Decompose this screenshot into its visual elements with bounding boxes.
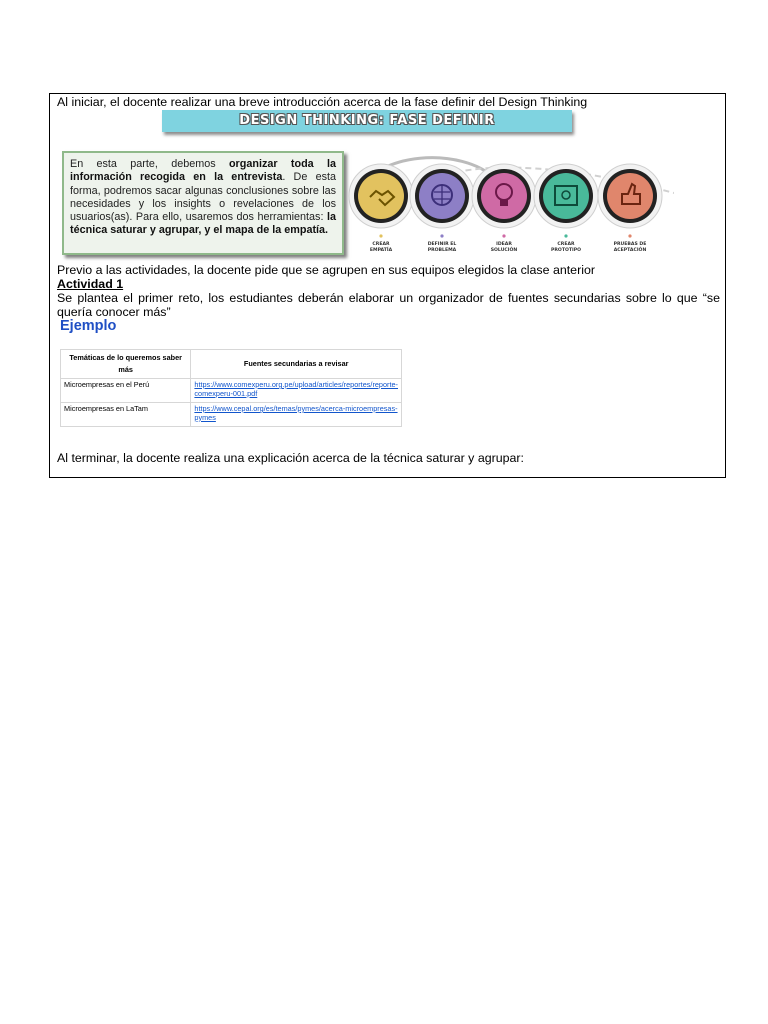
note-bold-1: organizar toda la información recogida en la entrevista [70,158,336,184]
table-cell-link[interactable]: https://www.cepal.org/es/temas/pymes/acerca-microempresas-pymes [191,403,402,427]
step-label-line1: PRUEBAS DE [613,242,647,247]
step-label-line2: PROBLEMA [427,248,457,253]
step-label-line1: IDEAR [496,242,512,247]
previous-instructions-text: Previo a las actividades, la docente pide que se agrupen en sus equipos elegidos la clase anterior [57,263,595,277]
note-part-2: . De esta forma, podremos sacar algunas conclusiones sobre las necesidades y los insights o revelaciones de los usuarios(as). Para ello, usaremos dos herramientas: [70,171,336,224]
step-label-line2: EMPATÍA [369,248,393,253]
challenge-text: Se plantea el primer reto, los estudiantes deberán elaborar un organizador de fuentes secundarias sobre lo que “se quería conocer más” [57,291,720,319]
table-header: Temáticas de lo queremos saber más [61,350,191,379]
step-dot [628,234,631,237]
final-text: Al terminar, la docente realiza una explicación acerca de la técnica saturar y agrupar: [57,451,524,465]
step-label-line2: SOLUCIÓN [490,248,518,253]
table-header: Fuentes secundarias a revisar [191,350,402,379]
step-label-line2: PROTOTIPO [551,248,581,253]
content-frame [49,93,726,478]
step-dot [502,234,505,237]
example-title: Ejemplo [60,318,117,334]
step-label-line2: ACEPTACIÓN [613,248,647,253]
step-disc [543,173,589,219]
step-disc [481,173,527,219]
step-label-line1: CREAR [372,242,390,247]
table-cell-link[interactable]: https://www.comexperu.org.pe/upload/articles/reportes/reporte-comexperu-001.pdf [191,379,402,403]
table-cell-topic: Microempresas en el Perú [61,379,191,403]
step-define [410,164,474,253]
step-dot [440,234,443,237]
step-ideate [472,164,536,253]
step-dot [379,234,382,237]
step-dot [564,234,567,237]
activity-title: Actividad 1 [57,277,124,291]
table-row [61,379,402,403]
note-bold-2: la técnica saturar y agrupar, y el mapa de la empatía. [70,211,336,237]
step-prototype [534,164,598,253]
lightbulb-base [500,200,508,206]
table-row [61,403,402,427]
note-part-1: En esta parte, debemos [70,158,229,170]
design-thinking-banner: DESIGN THINKING: FASE DEFINIR [162,110,572,132]
step-label-line1: DEFINIR EL [427,242,457,247]
define-phase-note [62,151,344,255]
table-header-row [61,350,402,379]
step-label-line1: CREAR [557,242,575,247]
step-empathize [349,164,413,253]
design-thinking-steps-diagram [344,148,674,260]
intro-text: Al iniciar, el docente realizar una breve introducción acerca de la fase definir del Design Thinking [57,95,588,109]
step-disc [358,173,404,219]
sources-table [60,349,402,427]
step-test [598,164,662,253]
table-cell-topic: Microempresas en LaTam [61,403,191,427]
step-disc [607,173,653,219]
